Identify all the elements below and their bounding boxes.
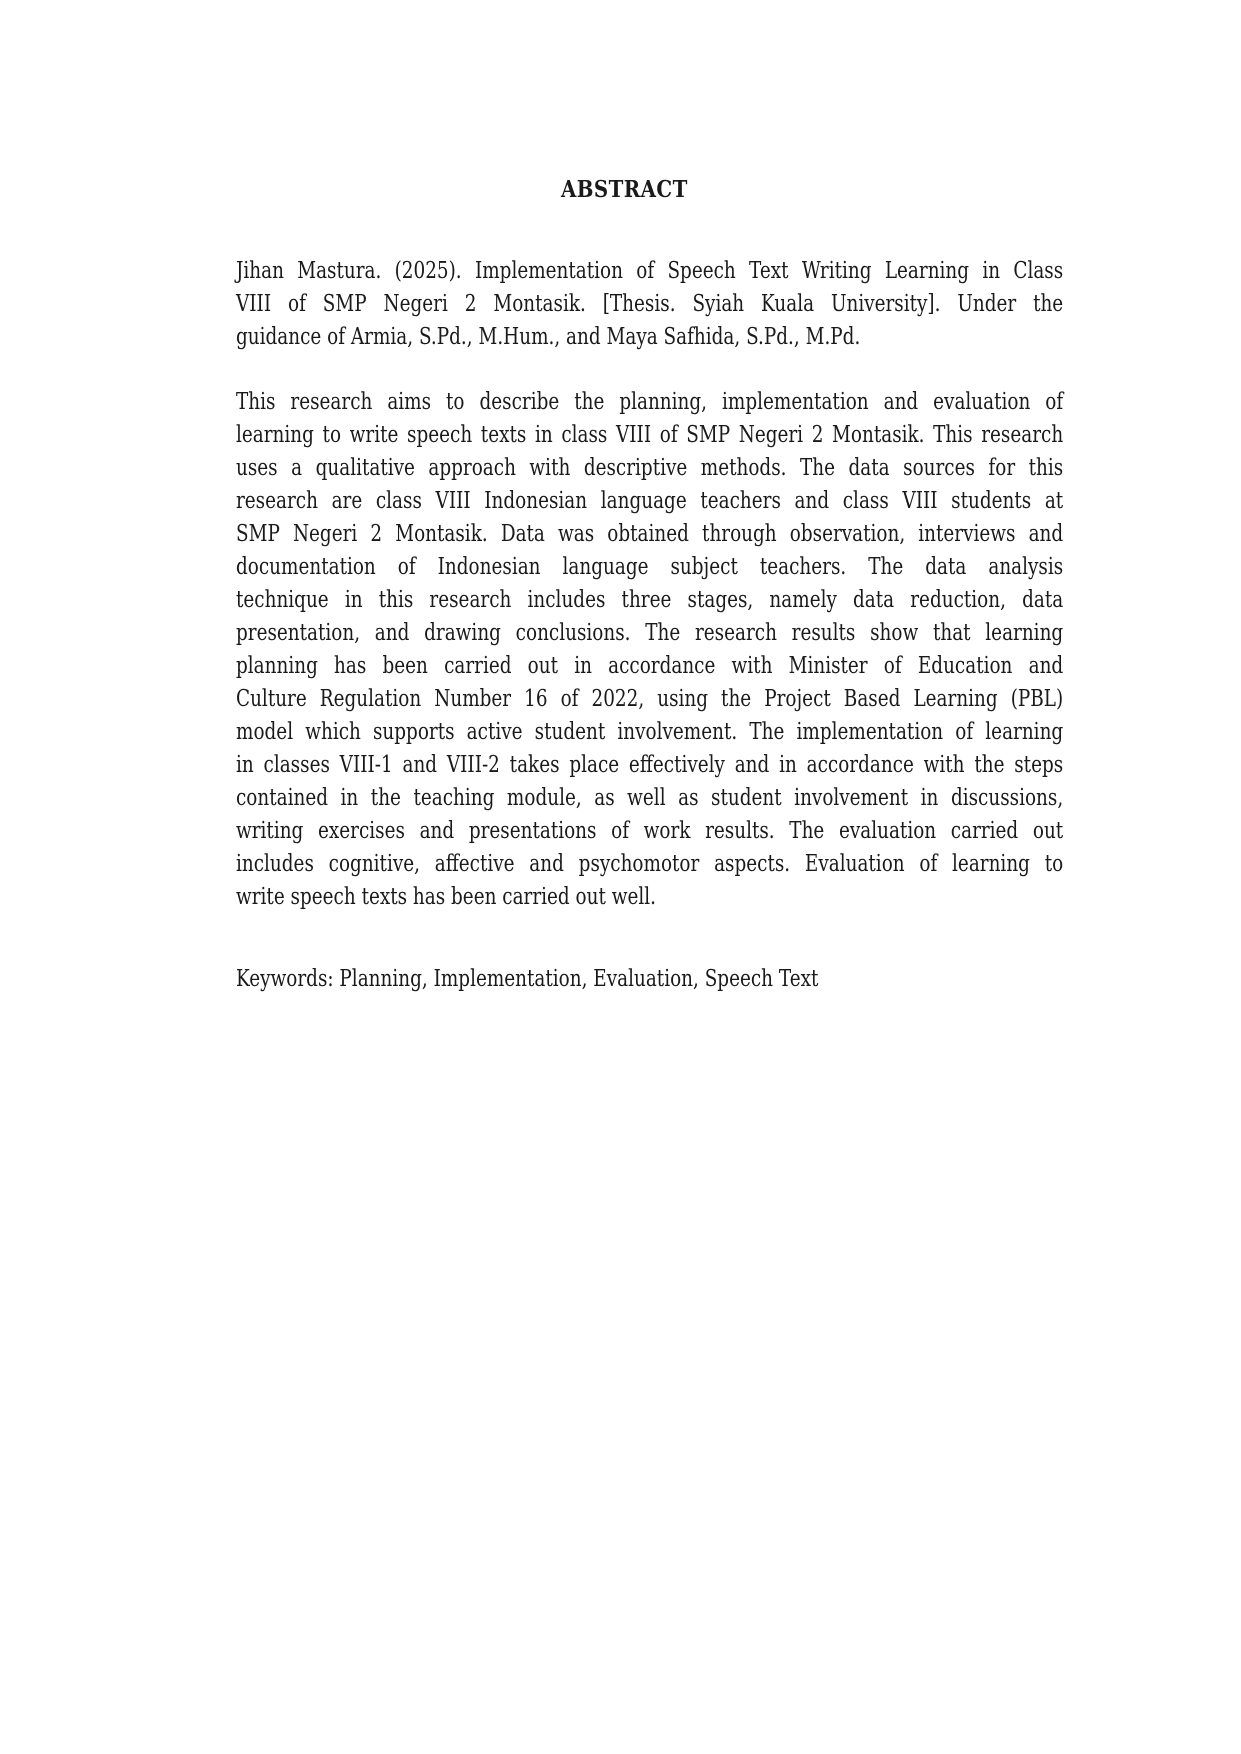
abstract-line: model which supports active student involvement. The implementation of learning (236, 719, 1064, 745)
abstract-line: in classes VIII-1 and VIII-2 takes place effectively and in accordance with the steps (236, 752, 1064, 778)
abstract-line: research are class VIII Indonesian language teachers and class VIII students at (236, 488, 1064, 514)
abstract-paragraph (236, 386, 1063, 914)
abstract-line: contained in the teaching module, as well as student involvement in discussions, (236, 785, 1064, 811)
citation-paragraph (236, 255, 1063, 354)
abstract-line: uses a qualitative approach with descriptive methods. The data sources for this (236, 455, 1064, 481)
keywords-paragraph (236, 963, 1063, 996)
abstract-line: documentation of Indonesian language subject teachers. The data analysis (236, 554, 1064, 580)
keywords-line: Keywords: Planning, Implementation, Evaluation, Speech Text (236, 966, 819, 992)
abstract-line: technique in this research includes three stages, namely data reduction, data (236, 587, 1064, 613)
abstract-line: includes cognitive, affective and psychomotor aspects. Evaluation of learning to (236, 851, 1064, 877)
abstract-line: learning to write speech texts in class VIII of SMP Negeri 2 Montasik. This research (236, 422, 1064, 448)
abstract-line: writing exercises and presentations of work results. The evaluation carried out (236, 818, 1064, 844)
citation-line: VIII of SMP Negeri 2 Montasik. [Thesis. Syiah Kuala University]. Under the (236, 291, 1064, 317)
page-title: ABSTRACT (560, 176, 688, 203)
abstract-line: presentation, and drawing conclusions. The research results show that learning (236, 620, 1064, 646)
citation-line: Jihan Mastura. (2025). Implementation of Speech Text Writing Learning in Class (236, 258, 1064, 284)
abstract-line: SMP Negeri 2 Montasik. Data was obtained through observation, interviews and (236, 521, 1064, 547)
abstract-line: write speech texts has been carried out well. (236, 884, 656, 910)
citation-line: guidance of Armia, S.Pd., M.Hum., and Maya Safhida, S.Pd., M.Pd. (236, 324, 861, 350)
abstract-line: This research aims to describe the planning, implementation and evaluation of (236, 389, 1064, 415)
abstract-line: Culture Regulation Number 16 of 2022, using the Project Based Learning (PBL) (236, 686, 1064, 712)
abstract-line: planning has been carried out in accordance with Minister of Education and (236, 653, 1064, 679)
